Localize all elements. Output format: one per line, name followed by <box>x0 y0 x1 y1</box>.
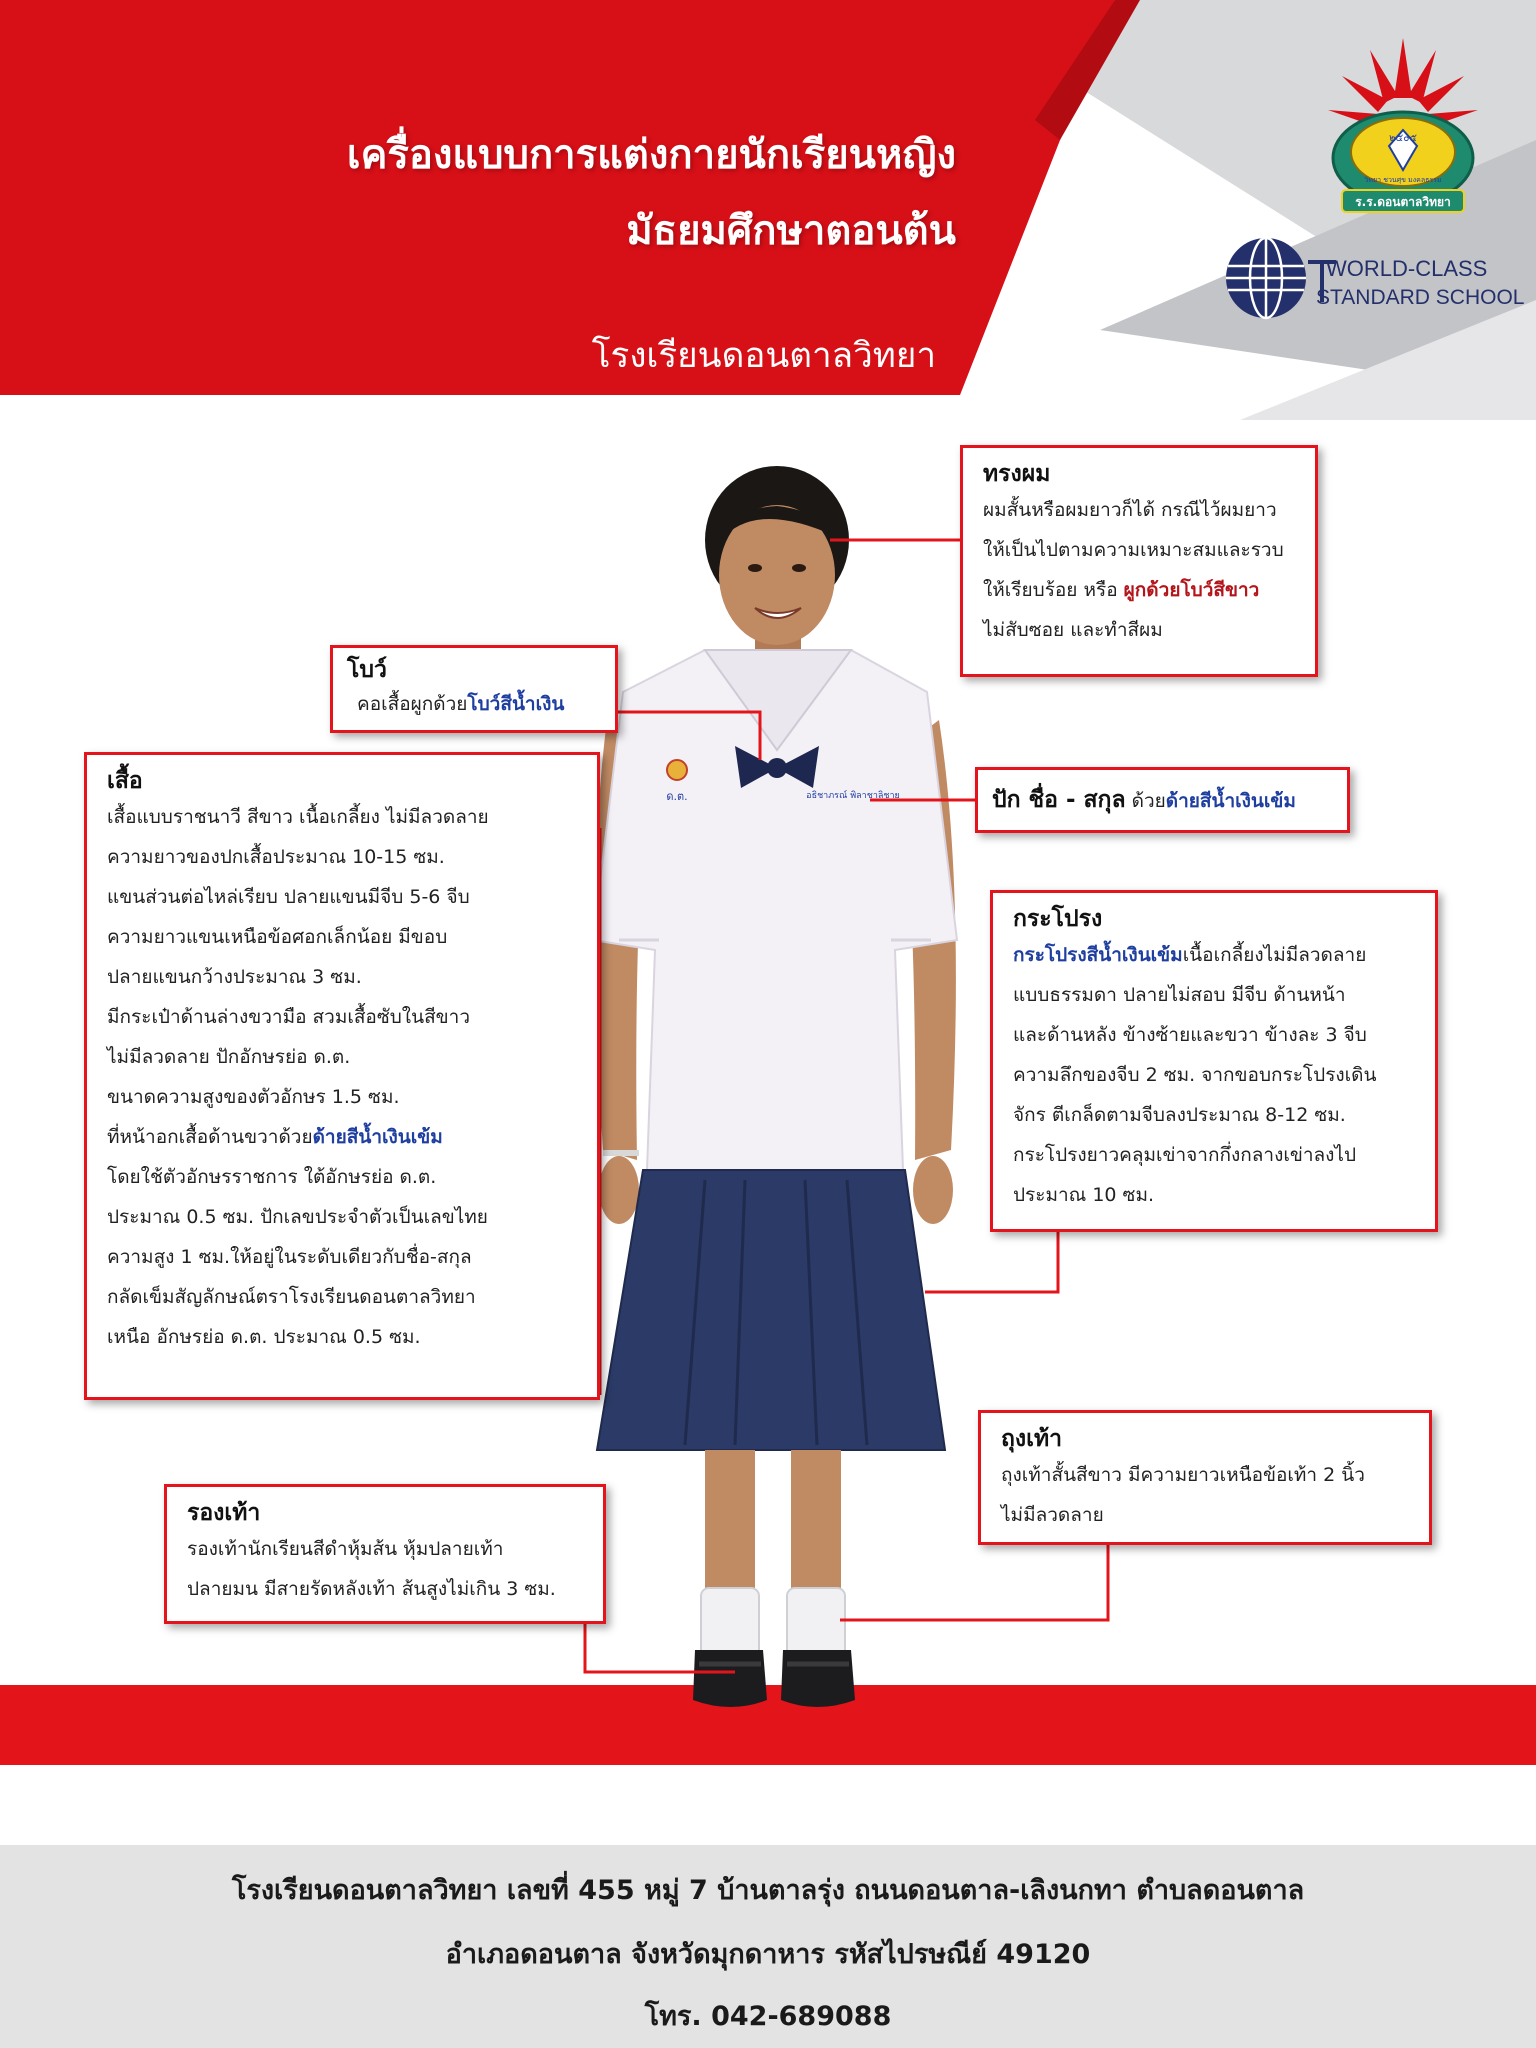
name-tag-heading: ปัก ชื่อ - สกุล <box>992 787 1126 813</box>
hair-white-bow-highlight: ผูกด้วยโบว์สีขาว <box>1123 579 1260 601</box>
shirt-line-10: โดยใช้ตัวอักษรราชการ ใต้อักษรย่อ ด.ต. <box>107 1166 437 1188</box>
shirt-line-9-text: ที่หน้าอกเสื้อด้านขวาด้วย <box>107 1126 313 1148</box>
hair-line-3-text: ให้เรียบร้อย หรือ <box>983 579 1124 601</box>
skirt-line-3: และด้านหลัง ข้างซ้ายและขวา ข้างละ 3 จีบ <box>1013 1024 1367 1046</box>
shirt-heading: เสื้อ <box>107 768 143 794</box>
footer-address-line1: โรงเรียนดอนตาลวิทยา เลขที่ 455 หมู่ 7 บ้านตาลรุ่ง ถนนดอนตาล-เลิงนกทา ตำบลดอนตาล <box>231 1875 1305 1906</box>
socks-line-2: ไม่มีลวดลาย <box>1001 1504 1104 1526</box>
shirt-line-1: เสื้อแบบราชนาวี สีขาว เนื้อเกลี้ยง ไม่มีลวดลาย <box>107 806 489 828</box>
skirt-line-7: ประมาณ 10 ซม. <box>1013 1184 1155 1206</box>
shirt-line-7: ไม่มีลวดลาย ปักอักษรย่อ ด.ต. <box>107 1046 351 1068</box>
name-tag-blue-highlight: ด้ายสีน้ำเงินเข้ม <box>1165 790 1296 812</box>
shirt-line-4: ความยาวแขนเหนือข้อศอกเล็กน้อย มีขอบ <box>107 926 448 948</box>
shirt-line-14: เหนือ อักษรย่อ ด.ต. ประมาณ 0.5 ซม. <box>107 1326 421 1348</box>
socks-line-1: ถุงเท้าสั้นสีขาว มีความยาวเหนือข้อเท้า 2 นิ้ว <box>1001 1464 1365 1486</box>
shoes-heading: รองเท้า <box>187 1500 261 1526</box>
bow-connector <box>618 712 760 760</box>
skirt-connector <box>925 1232 1058 1292</box>
socks-heading: ถุงเท้า <box>1001 1426 1063 1452</box>
shirt-line-8: ขนาดความสูงของตัวอักษร 1.5 ซม. <box>107 1086 400 1108</box>
bow-heading: โบว์ <box>347 657 387 683</box>
shirt-thread-highlight: ด้ายสีน้ำเงินเข้ม <box>312 1126 443 1148</box>
shirt-initials: ด.ต. <box>666 790 688 803</box>
shirt-line-11: ประมาณ 0.5 ซม. ปักเลขประจำตัวเป็นเลขไทย <box>107 1206 488 1228</box>
callout-shoes <box>164 1484 606 1624</box>
name-tag-text: ด้วย <box>1125 790 1166 812</box>
world-class-line1: WORLD-CLASS <box>1326 256 1488 281</box>
hair-line-1: ผมสั้นหรือผมยาวก็ได้ กรณีไว้ผมยาว <box>983 499 1277 521</box>
bow-line-text: คอเสื้อผูกด้วย <box>357 693 468 715</box>
shirt-name-embroidery: อธิชาภรณ์ พิลาชาลิชาย <box>806 791 900 801</box>
bow-line <box>347 686 601 722</box>
skirt-line-5: จักร ตีเกล็ดตามจีบลงประมาณ 8-12 ซม. <box>1013 1104 1346 1126</box>
hair-line-2: ให้เป็นไปตามความเหมาะสมและรวบ <box>983 539 1284 561</box>
shirt-line-9 <box>107 1117 583 1157</box>
shoes-line-2: ปลายมน มีสายรัดหลังเท้า ส้นสูงไม่เกิน 3 ซม. <box>187 1578 556 1600</box>
shirt-line-6: มีกระเป๋าด้านล่างขวามือ สวมเสื้อซับในสีขาว <box>107 1006 470 1028</box>
callout-bow <box>330 645 618 733</box>
shoes-line-1: รองเท้านักเรียนสีดำหุ้มส้น หุ้มปลายเท้า <box>187 1538 504 1560</box>
hair-line-3 <box>983 570 1301 610</box>
world-class-line2: STANDARD SCHOOL <box>1316 286 1525 309</box>
shirt-line-2: ความยาวของปกเสื้อประมาณ 10-15 ซม. <box>107 846 445 868</box>
footer-address-line2: อำเภอดอนตาล จังหวัดมุกดาหาร รหัสไปรษณีย์ 49120 <box>445 1939 1091 1970</box>
footer-phone: โทร. 042-689088 <box>644 2001 892 2032</box>
callout-socks <box>978 1410 1432 1545</box>
skirt-heading: กระโปรง <box>1013 906 1103 932</box>
skirt-line-2: แบบธรรมดา ปลายไม่สอบ มีจีบ ด้านหน้า <box>1013 984 1346 1006</box>
shirt-line-13: กลัดเข็มสัญลักษณ์ตราโรงเรียนดอนตาลวิทยา <box>107 1286 476 1308</box>
emblem-ring-text: วิทยา ชวนศุข มงคลธรรม <box>1364 176 1442 184</box>
hair-line-4: ไม่สับซอย และทำสีผม <box>983 619 1163 641</box>
hair-heading: ทรงผม <box>983 461 1051 487</box>
skirt-line-4: ความลึกของจีบ 2 ซม. จากขอบกระโปรงเดิน <box>1013 1064 1377 1086</box>
callout-skirt <box>990 890 1438 1232</box>
callout-name-tag <box>975 767 1350 833</box>
emblem-year: ๒๕๐๕ <box>1389 133 1417 144</box>
school-name: โรงเรียนดอนตาลวิทยา <box>591 336 936 376</box>
shirt-line-3: แขนส่วนต่อไหล่เรียบ ปลายแขนมีจีบ 5-6 จีบ <box>107 886 470 908</box>
callout-hair <box>960 445 1318 677</box>
page-title: เครื่องแบบการแต่งกายนักเรียนหญิง <box>346 132 956 178</box>
emblem-ribbon-text: ร.ร.ดอนตาลวิทยา <box>1355 195 1451 209</box>
bow-blue-highlight: โบว์สีน้ำเงิน <box>467 693 565 715</box>
name-tag-line <box>992 782 1333 820</box>
page-subtitle-level: มัธยมศึกษาตอนต้น <box>626 208 956 254</box>
shirt-line-5: ปลายแขนกว้างประมาณ 3 ซม. <box>107 966 362 988</box>
socks-connector <box>840 1545 1108 1620</box>
callout-shirt <box>84 752 600 1400</box>
skirt-line-1 <box>1013 935 1421 975</box>
skirt-line-6: กระโปรงยาวคลุมเข่าจากกึ่งกลางเข่าลงไป <box>1013 1144 1357 1166</box>
skirt-line-1-text: เนื้อเกลี้ยงไม่มีลวดลาย <box>1182 944 1367 966</box>
skirt-navy-highlight: กระโปรงสีน้ำเงินเข้ม <box>1013 944 1183 966</box>
shirt-line-12: ความสูง 1 ซม.ให้อยู่ในระดับเดียวกับชื่อ-สกุล <box>107 1246 472 1268</box>
shoes-connector <box>585 1620 735 1672</box>
